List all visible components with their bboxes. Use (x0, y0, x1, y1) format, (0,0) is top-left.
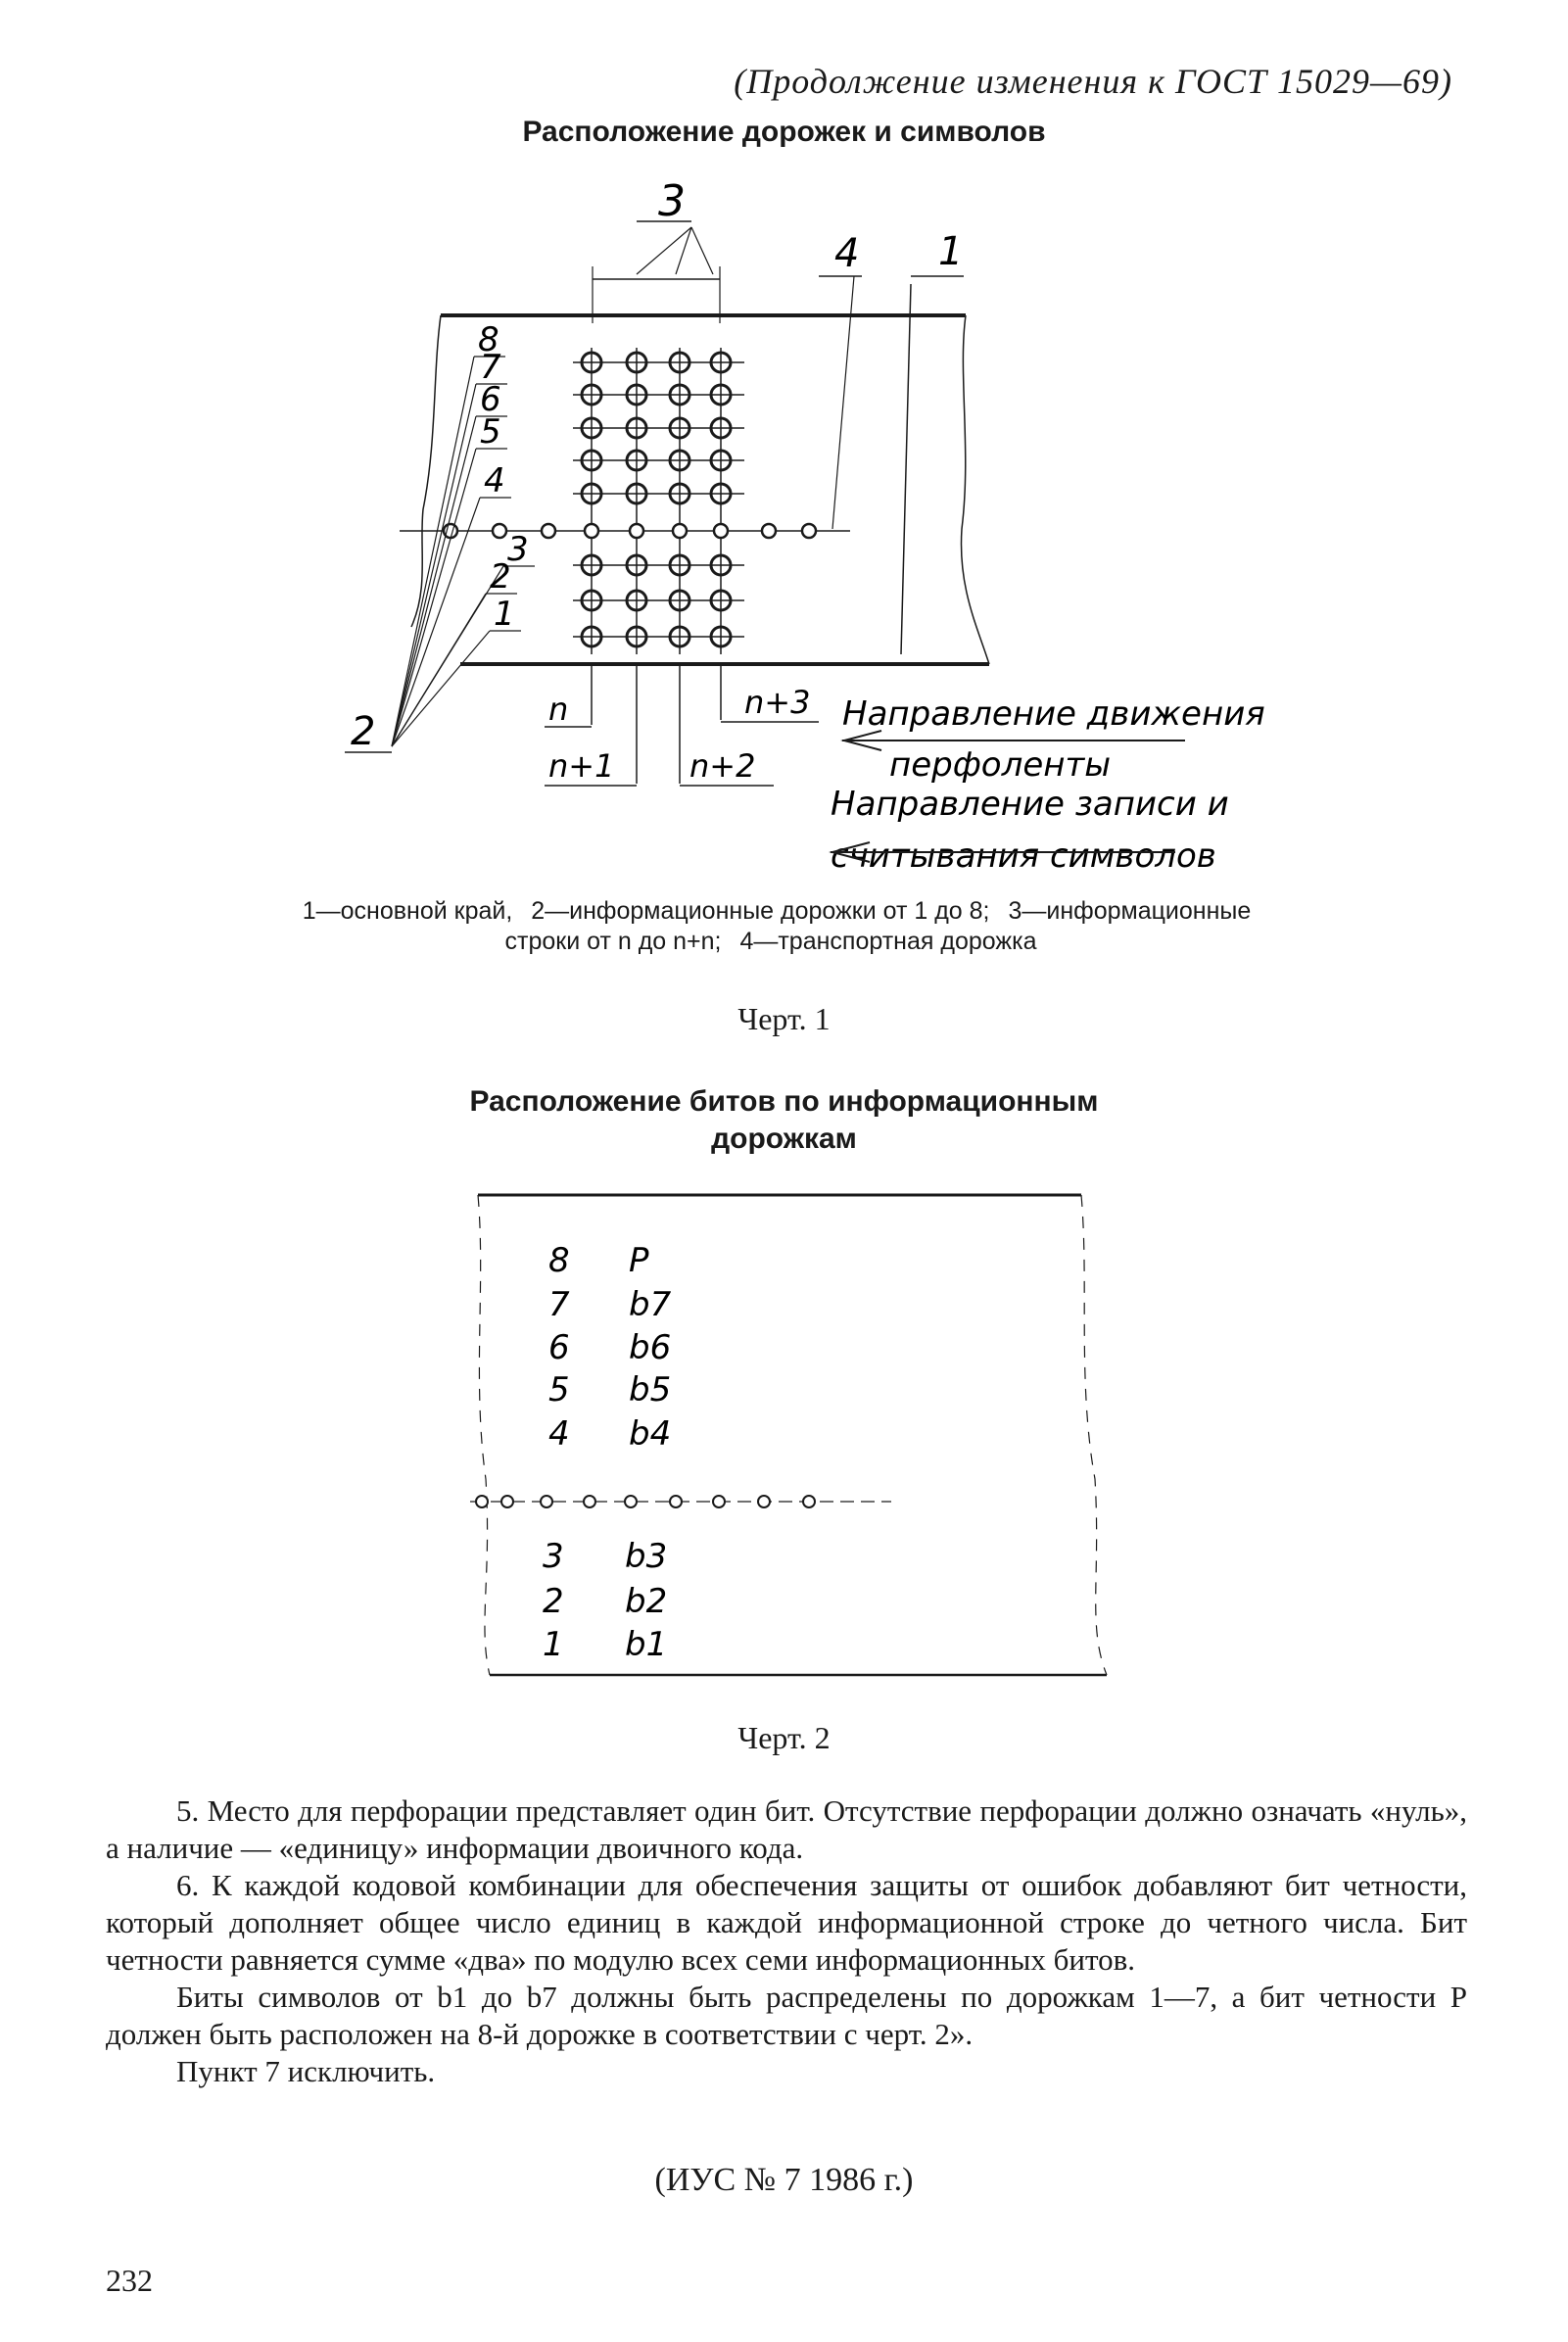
legend-item-4: 4—транспортная дорожка (739, 928, 1037, 955)
figure1-diagram (0, 0, 1568, 901)
track-label: 1 (494, 595, 515, 634)
sprocket-hole (713, 1496, 725, 1507)
direction-line-1: Направление движения (842, 694, 1265, 734)
callout-1: 1 (938, 229, 964, 274)
track-label: 8 (478, 320, 499, 359)
sprocket-hole (802, 524, 816, 538)
column-label-n2: n+2 (689, 747, 756, 785)
sprocket-hole (501, 1496, 513, 1507)
track-label-leader (392, 384, 476, 746)
figure1-legend (294, 896, 1254, 957)
paragraph-5: 5. Место для перфорации представляет один бит. Отсутствие перфорации должно означать «нуль», а наличие — «единицу» информации двоичного кода. (106, 1793, 1467, 1865)
paragraph-7: Пункт 7 исключить. (176, 2054, 436, 2088)
callout-4: 4 (834, 231, 860, 276)
track-number: 2 (543, 1582, 564, 1621)
sprocket-hole (714, 524, 728, 538)
column-label-n3: n+3 (744, 684, 811, 721)
ius-reference: (ИУС № 7 1986 г.) (654, 2162, 914, 2198)
direction-line-2: перфоленты (889, 745, 1112, 785)
figure1-title: Расположение дорожек и символов (522, 116, 1046, 148)
bit-label: b4 (629, 1414, 672, 1454)
sprocket-hole (493, 524, 506, 538)
figure2-title-line-2: дорожкам (711, 1123, 857, 1155)
bit-label: b1 (625, 1625, 668, 1664)
legend-item-2: 2—информационные дорожки от 1 до 8; (531, 897, 990, 925)
track-label: 4 (484, 461, 505, 501)
figure2-diagram (0, 1166, 1568, 1714)
body-text (106, 1792, 1467, 2090)
track-number: 4 (548, 1414, 570, 1454)
track-number: 1 (543, 1625, 564, 1664)
track-label: 2 (490, 557, 511, 597)
bit-label: b7 (629, 1285, 672, 1324)
sprocket-hole (673, 524, 687, 538)
bit-label: b2 (625, 1582, 668, 1621)
sprocket-hole (584, 1496, 595, 1507)
track-number: 7 (548, 1285, 570, 1324)
track-number: 3 (543, 1537, 564, 1576)
column-label-n1: n+1 (548, 747, 615, 785)
sprocket-hole (803, 1496, 815, 1507)
figure1-caption: Черт. 1 (737, 1001, 831, 1036)
track-number: 8 (548, 1241, 570, 1280)
track-number: 5 (548, 1370, 570, 1410)
sprocket-hole (630, 524, 643, 538)
callout-2: 2 (351, 709, 376, 754)
legend-item-3: 3—информационные строки от n до n+n; (504, 897, 1252, 955)
bit-label: b5 (629, 1370, 672, 1410)
sprocket-hole (476, 1496, 488, 1507)
header-note: (Продолжение изменения к ГОСТ 15029—69) (734, 62, 1452, 101)
sprocket-hole (541, 1496, 552, 1507)
sprocket-hole (542, 524, 555, 538)
track-label: 6 (480, 380, 501, 419)
sprocket-hole (585, 524, 598, 538)
figure2-title-line-1: Расположение битов по информационным (469, 1085, 1099, 1118)
figure2-caption: Черт. 2 (737, 1720, 831, 1755)
direction-line-4: считывания символов (831, 836, 1216, 876)
track-number: 6 (548, 1328, 570, 1367)
column-label-n: n (548, 691, 569, 728)
paragraph-6: 6. К каждой кодовой комбинации для обеспечения защиты от ошибок добавляют бит четности, который дополняет общее число единиц в каждой информационной строке до четного числа. Бит четности равняется сумме «два» по модулю всех семи информационных битов. (106, 1868, 1467, 1977)
page-number: 232 (106, 2263, 153, 2298)
sprocket-hole (670, 1496, 682, 1507)
paragraph-6b: Биты символов от b1 до b7 должны быть распределены по дорожкам 1—7, а бит четности P должен быть расположен на 8-й дорожке в соответствии с черт. 2». (106, 1980, 1467, 2051)
track-label-leader (392, 594, 486, 746)
track-label: 5 (480, 412, 501, 452)
track-label-leader (392, 357, 474, 746)
track-label: 7 (480, 348, 501, 387)
bit-label: b3 (625, 1537, 668, 1576)
callout-3: 3 (658, 176, 686, 226)
sprocket-hole (758, 1496, 770, 1507)
bit-label: P (629, 1241, 649, 1280)
track-label: 3 (507, 530, 529, 569)
direction-line-3: Направление записи и (831, 785, 1229, 824)
sprocket-hole (625, 1496, 637, 1507)
legend-item-1: 1—основной край, (302, 897, 513, 925)
bit-label: b6 (629, 1328, 672, 1367)
sprocket-hole (762, 524, 776, 538)
track-label-leader (392, 449, 476, 746)
